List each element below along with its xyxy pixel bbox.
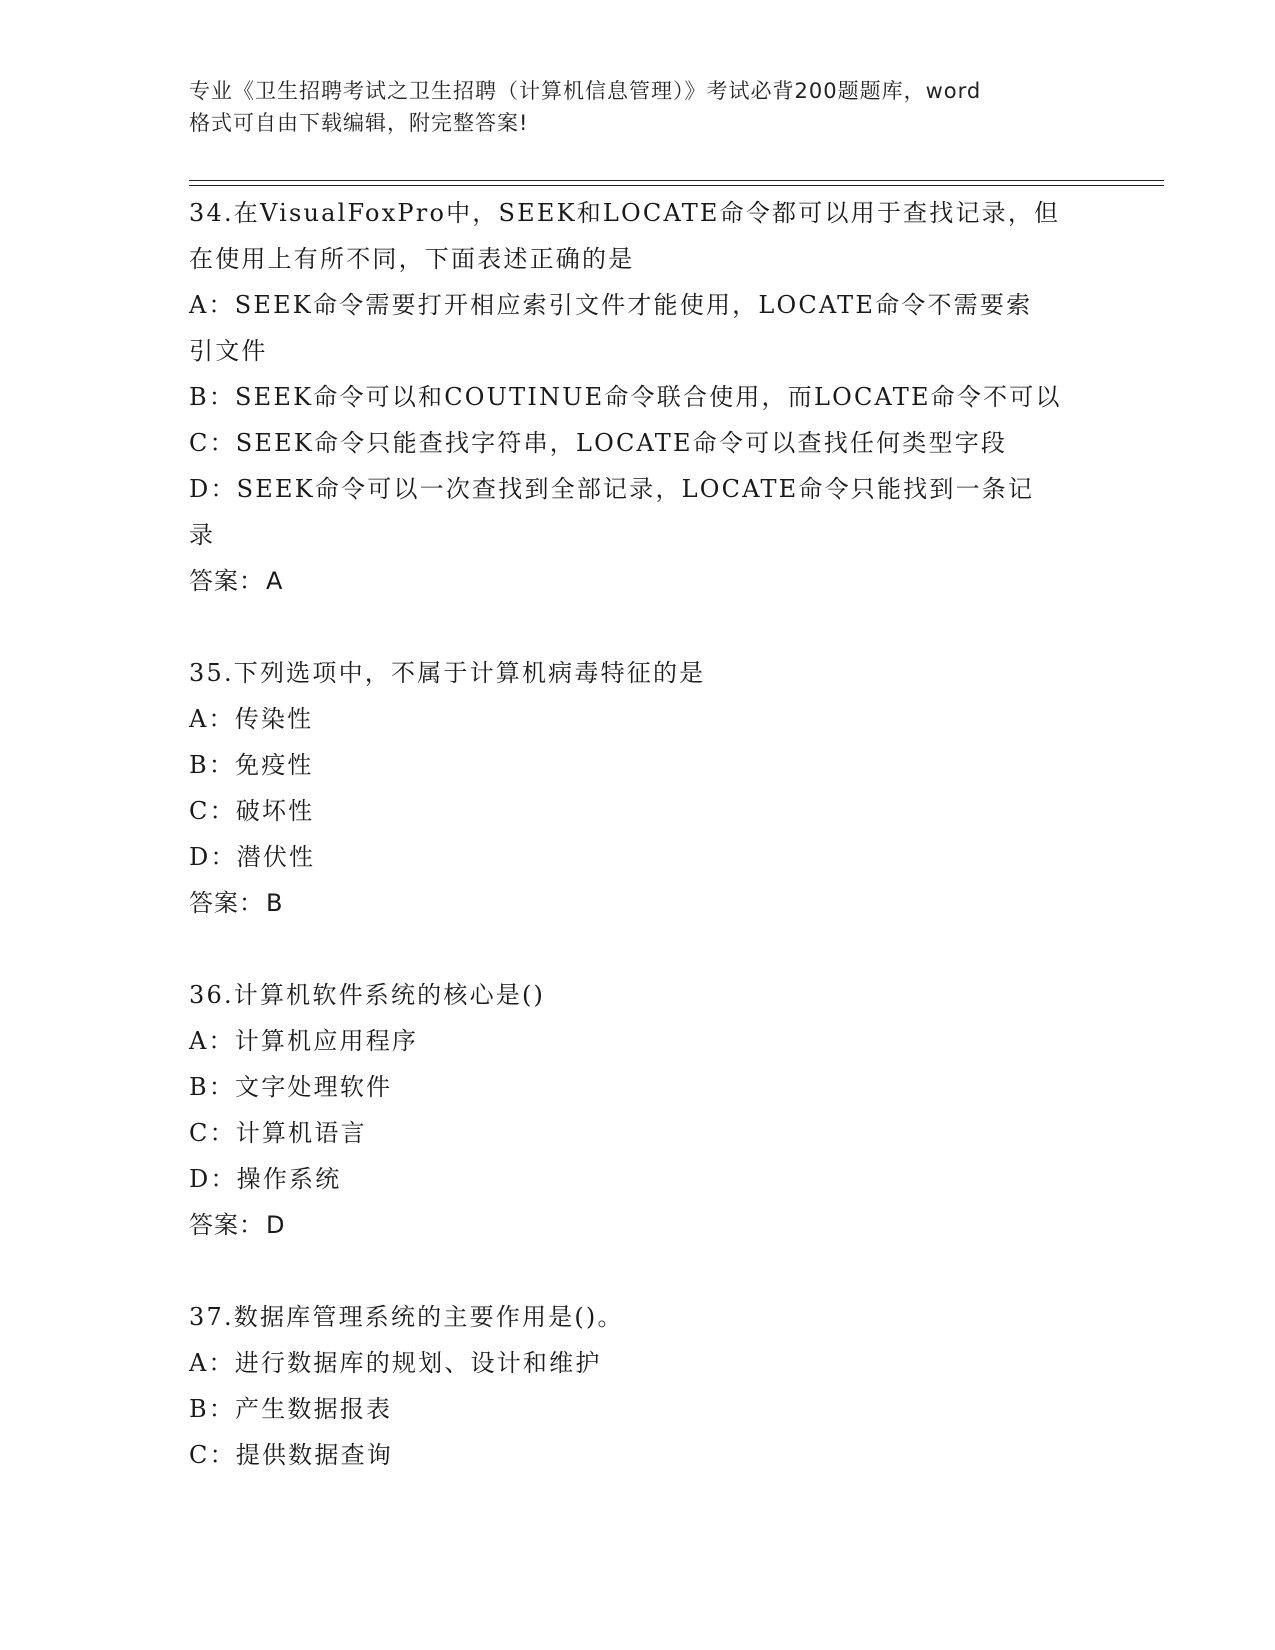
answer-line	[189, 880, 1089, 926]
option-b: B：文字处理软件	[189, 1073, 393, 1101]
option-d: D：潜伏性	[189, 843, 316, 871]
option-a: A：进行数据库的规划、设计和维护	[189, 1349, 602, 1377]
option-a: A：计算机应用程序	[189, 1027, 419, 1055]
option-b: B：产生数据报表	[189, 1395, 393, 1423]
option-d: 录	[189, 521, 216, 549]
question-stem: 34.在VisualFoxPro中，SEEK和LOCATE命令都可以用于查找记录，但	[189, 199, 1061, 227]
answer-value: A	[266, 567, 284, 595]
header-line-2: 格式可自由下载编辑，附完整答案!	[189, 111, 529, 135]
option-c: C：计算机语言	[189, 1119, 367, 1147]
option-c: C：破坏性	[189, 797, 315, 825]
option-c: C：提供数据查询	[189, 1441, 393, 1469]
question-list	[189, 190, 1089, 1524]
answer-value: B	[266, 889, 284, 917]
option-a: A：传染性	[189, 705, 314, 733]
header-divider-bottom	[189, 185, 1164, 186]
question-stem: 37.数据库管理系统的主要作用是()。	[189, 1303, 624, 1331]
question-34	[189, 190, 1089, 604]
question-36	[189, 972, 1089, 1248]
option-d: D：SEEK命令可以一次查找到全部记录，LOCATE命令只能找到一条记	[189, 475, 1035, 503]
option-a: 引文件	[189, 337, 268, 365]
question-stem: 在使用上有所不同，下面表述正确的是	[189, 245, 635, 273]
answer-line	[189, 558, 1089, 604]
answer-value: D	[266, 1211, 286, 1239]
question-stem: 36.计算机软件系统的核心是()	[189, 981, 546, 1009]
header-line-1: 专业《卫生招聘考试之卫生招聘（计算机信息管理）》考试必背200题题库，word	[189, 79, 982, 103]
option-b: B：SEEK命令可以和COUTINUE命令联合使用，而LOCATE命令不可以	[189, 383, 1062, 411]
option-c: C：SEEK命令只能查找字符串，LOCATE命令可以查找任何类型字段	[189, 429, 1008, 457]
answer-label: 答案：	[189, 1211, 264, 1239]
answer-line	[189, 1202, 1089, 1248]
option-d: D：操作系统	[189, 1165, 342, 1193]
option-b: B：免疫性	[189, 751, 314, 779]
question-stem: 35.下列选项中，不属于计算机病毒特征的是	[189, 659, 706, 687]
document-header	[189, 75, 1089, 139]
answer-label: 答案：	[189, 889, 264, 917]
option-a: A：SEEK命令需要打开相应索引文件才能使用，LOCATE命令不需要索	[189, 291, 1033, 319]
answer-label: 答案：	[189, 567, 264, 595]
question-37	[189, 1294, 1089, 1478]
header-divider-top	[189, 180, 1164, 181]
question-35	[189, 650, 1089, 926]
